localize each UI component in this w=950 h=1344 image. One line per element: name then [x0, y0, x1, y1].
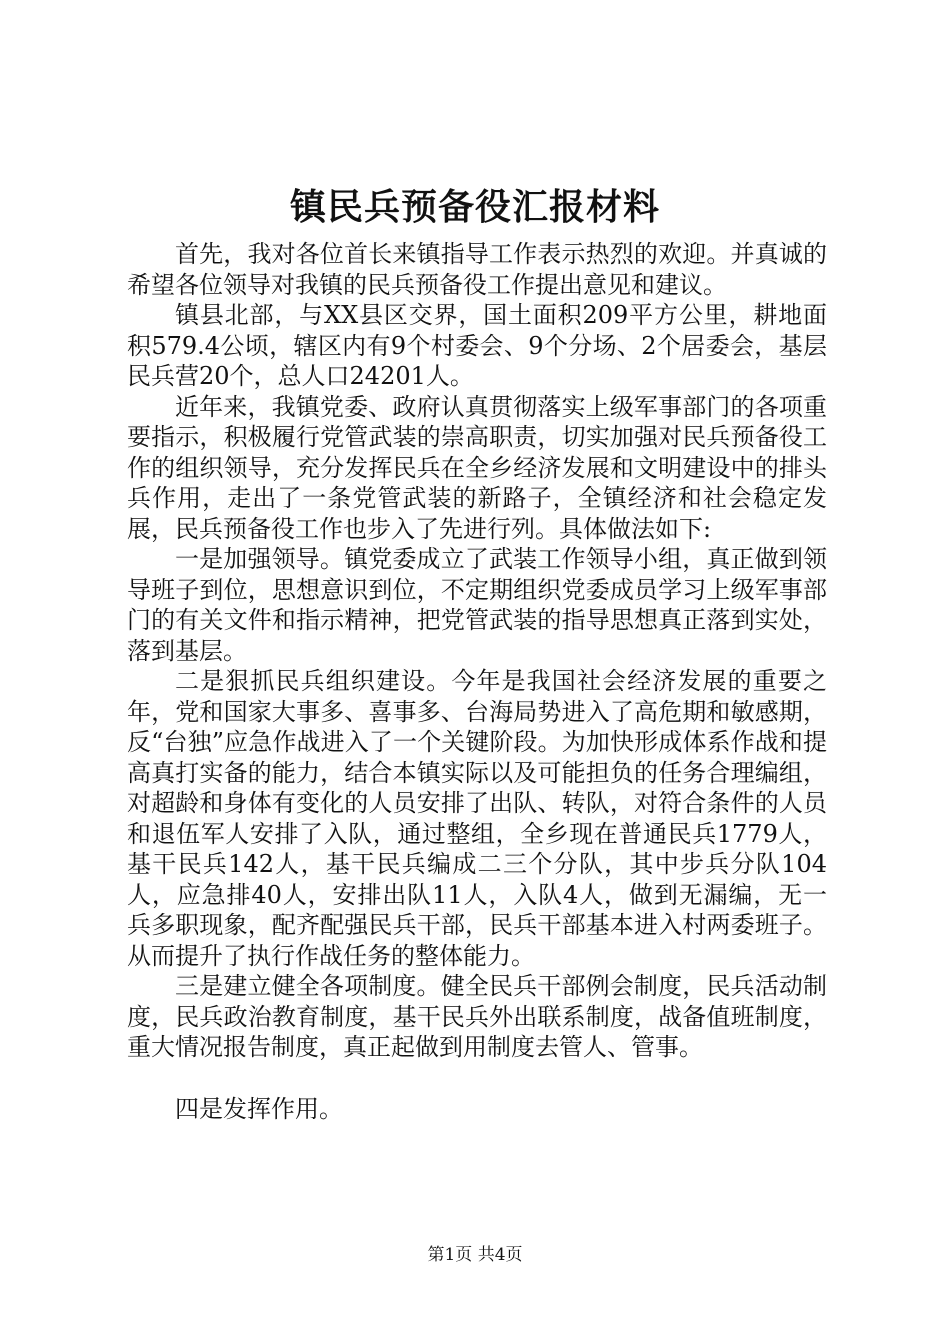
paragraph-recent-years: 近年来，我镇党委、政府认真贯彻落实上级军事部门的各项重要指示，积极履行党管武装的崇高职责，切实加强对民兵预备役工作的组织领导，充分发挥民兵在全乡经济发展和文明建设中的排头兵作用，走出了一条党管武装的新路子，全镇经济和社会稳定发展，民兵预备役工作也步入了先进行列。具体做法如下: [127, 392, 827, 543]
paragraph-play-role: 四是发挥作用。 [175, 1094, 343, 1123]
paragraph-town-overview: 镇县北部，与XX县区交界，国土面积209平方公里，耕地面积579.4公顷，辖区内有9个村委会、9个分场、2个居委会，基层民兵营20个，总人口24201人。 [127, 301, 827, 390]
document-body [127, 239, 827, 1124]
paragraph-militia-organization: 二是狠抓民兵组织建设。今年是我国社会经济发展的重要之年，党和国家大事多、喜事多、台海局势进入了高危期和敏感期，反“台独”应急作战进入了一个关键阶段。为加快形成体系作战和提高真打实备的能力，结合本镇实际以及可能担负的任务合理编组，对超龄和身体有变化的人员安排了出队、转队，对符合条件的人员和退伍军人安排了入队，通过整组，全乡现在普通民兵1779人，基干民兵142人，基干民兵编成二三个分队，其中步兵分队104人，应急排40人，安排出队11人，入队4人，做到无漏编，无一兵多职现象，配齐配强民兵干部，民兵干部基本进入村两委班子。从而提升了执行作战任务的整体能力。 [127, 667, 827, 970]
paragraph-strengthen-leadership: 一是加强领导。镇党委成立了武装工作领导小组，真正做到领导班子到位，思想意识到位，不定期组织党委成员学习上级军事部门的有关文件和指示精神，把党管武装的指导思想真正落到实处，落到基层。 [127, 545, 827, 665]
document-title: 镇民兵预备役汇报材料 [289, 186, 660, 228]
paragraph-welcome: 首先，我对各位首长来镇指导工作表示热烈的欢迎。并真诚的希望各位领导对我镇的民兵预备役工作提出意见和建议。 [127, 240, 827, 299]
paragraph-rules-system: 三是建立健全各项制度。健全民兵干部例会制度，民兵活动制度，民兵政治教育制度，基干民兵外出联系制度，战备值班制度，重大情况报告制度，真正起做到用制度去管人、管事。 [127, 972, 827, 1061]
page-number-footer: 第1页 共4页 [427, 1245, 523, 1265]
